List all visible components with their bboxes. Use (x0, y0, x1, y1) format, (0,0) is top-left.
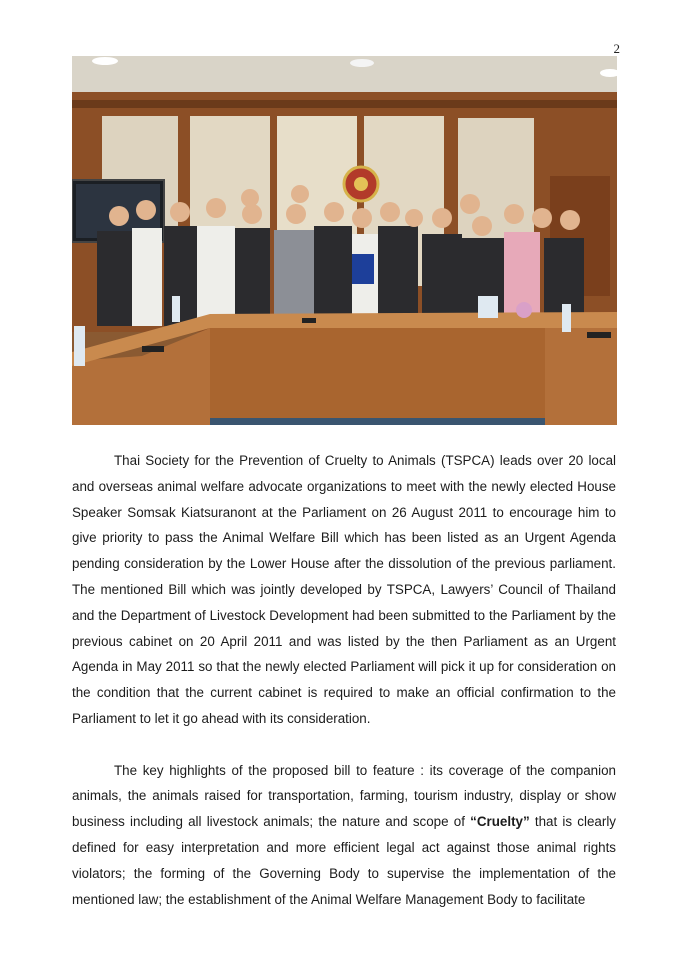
paragraph (72, 758, 616, 913)
emphasis-text: “Cruelty” (470, 814, 530, 830)
group-photo-illustration (72, 56, 617, 425)
group-photo (72, 56, 617, 425)
article-body (72, 448, 616, 912)
paragraph-text: The key highlights of the proposed bill to feature : its coverage of the companion animals, the animals raised for transportation, farming, tourism industry, display or show business including all livestock animals; the nature and scope of (72, 762, 616, 830)
paragraph-text: that is clearly defined for easy interpretation and more efficient legal act against those animal rights violators; the forming of the Governing Body to supervise the implementation of the mentioned law; the establishment of the Animal Welfare Management Body to facilitate (72, 814, 616, 907)
page-number: 2 (613, 41, 620, 56)
ceiling-light-center (350, 59, 374, 67)
paragraph: Thai Society for the Prevention of Cruelty to Animals (TSPCA) leads over 20 local and overseas animal welfare advocate organizations to meet with the newly elected House Speaker Somsak Kiatsuranont at the Parliament on 26 August 2011 to encourage him to give priority to pass the Animal Welfare Bill which has been listed as an Urgent Agenda pending consideration by the Lower House after the dissolution of the previous parliament. The mentioned Bill which was jointly developed by TSPCA, Lawyers’ Council of Thailand and the Department of Livestock Development had been submitted to the Parliament by the previous cabinet on 20 April 2011 and was listed by the then Parliament as an Urgent Agenda in May 2011 so that the newly elected Parliament will pick it up for consideration on the condition that the current cabinet is required to make an official confirmation to the Parliament to let it go ahead with its consideration. (72, 453, 616, 726)
ceiling-light-left (92, 57, 118, 65)
table-front (210, 328, 545, 425)
blue-document (352, 254, 374, 284)
